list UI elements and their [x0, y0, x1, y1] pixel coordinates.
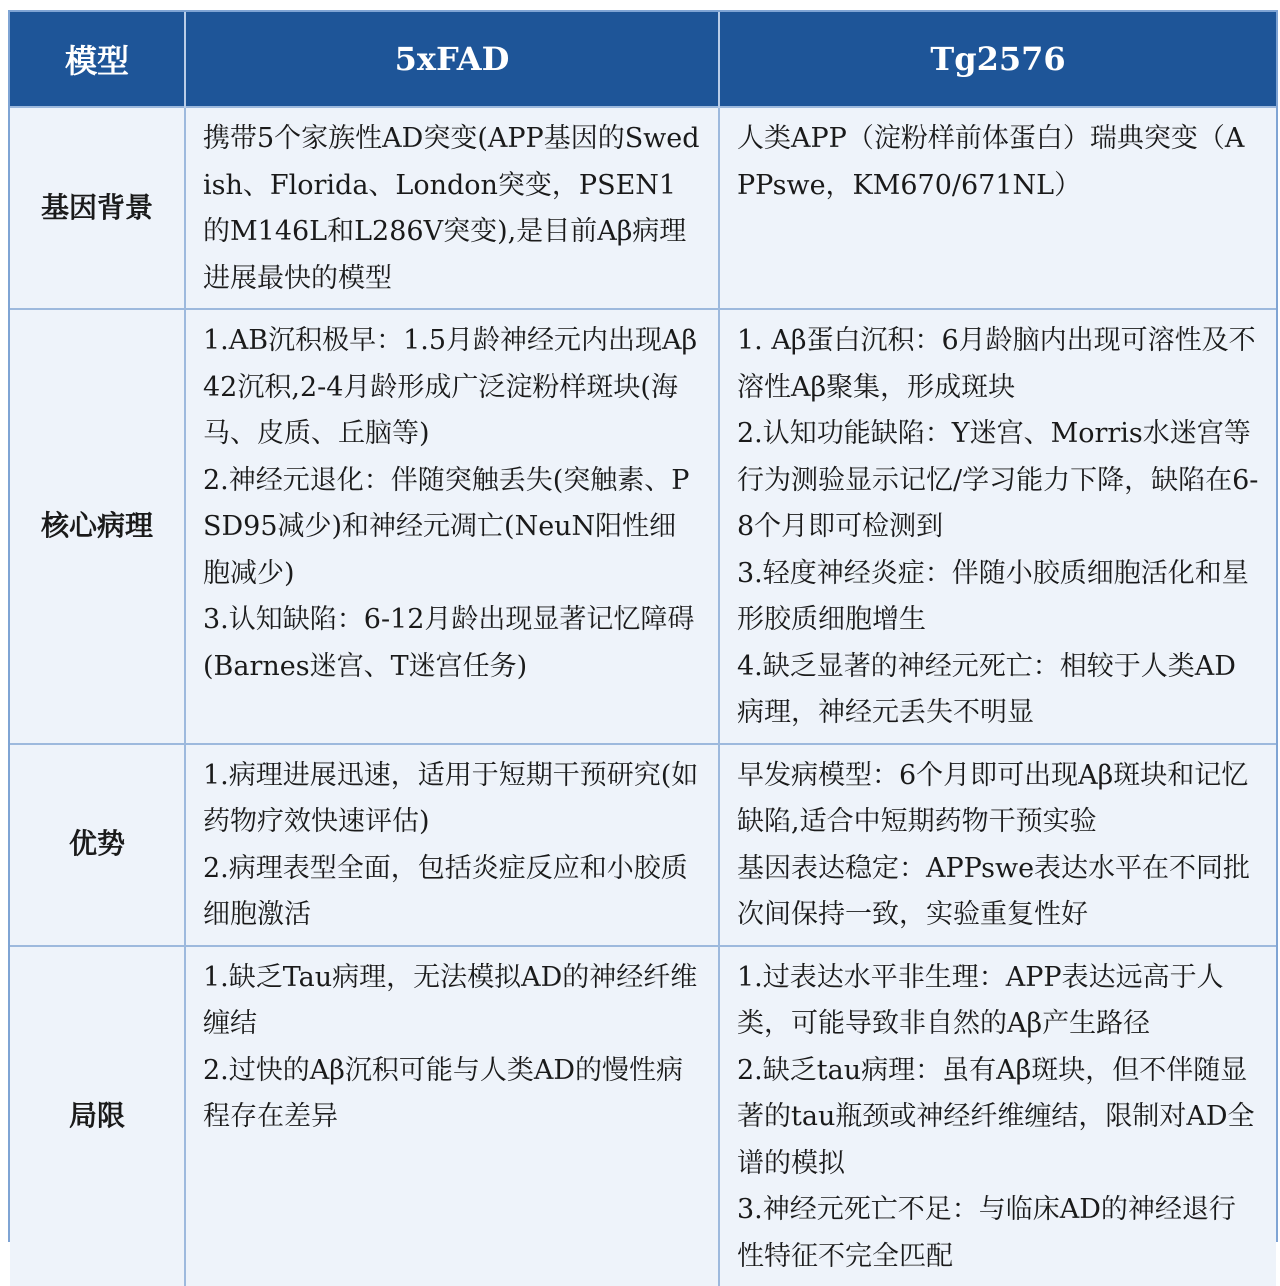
row-core-pathology — [10, 309, 1276, 744]
cell-tg2576-core-pathology — [719, 309, 1276, 744]
cell-text: 3.轻度神经炎症：伴随小胶质细胞活化和星形胶质细胞增生 — [737, 551, 1260, 644]
cell-text: 1. Aβ蛋白沉积：6月龄脑内出现可溶性及不溶性Aβ聚集，形成斑块 — [737, 318, 1260, 411]
cell-tg2576-advantages — [719, 744, 1276, 946]
cell-5xfad-advantages — [185, 744, 719, 946]
cell-text: 2.认知功能缺陷：Y迷宫、Morris水迷宫等行为测验显示记忆/学习能力下降，缺陷在6-8个月即可检测到 — [737, 411, 1260, 551]
cell-text: 3.神经元死亡不足：与临床AD的神经退行性特征不完全匹配 — [737, 1187, 1260, 1280]
comparison-table — [10, 12, 1276, 1286]
header-tg2576: Tg2576 — [719, 12, 1276, 107]
cell-text: 2.神经元退化：伴随突触丢失(突触素、PSD95减少)和神经元凋亡(NeuN阳性细胞减少) — [203, 458, 702, 598]
cell-text: 2.过快的Aβ沉积可能与人类AD的慢性病程存在差异 — [203, 1048, 702, 1141]
cell-5xfad-core-pathology — [185, 309, 719, 744]
row-limitations — [10, 946, 1276, 1286]
cell-5xfad-limitations — [185, 946, 719, 1286]
row-label-advantages: 优势 — [10, 744, 185, 946]
cell-text: 1.AB沉积极早：1.5月龄神经元内出现Aβ42沉积,2-4月龄形成广泛淀粉样斑块(海马、皮质、丘脑等) — [203, 318, 702, 458]
cell-text: 3.认知缺陷：6-12月龄出现显著记忆障碍(Barnes迷宫、T迷宫任务) — [203, 597, 702, 690]
cell-text: 1.缺乏Tau病理，无法模拟AD的神经纤维缠结 — [203, 955, 702, 1048]
row-label-limitations: 局限 — [10, 946, 185, 1286]
cell-tg2576-limitations — [719, 946, 1276, 1286]
cell-text: 1.病理进展迅速，适用于短期干预研究(如药物疗效快速评估) — [203, 753, 702, 846]
row-advantages — [10, 744, 1276, 946]
cell-5xfad-genetic-background — [185, 107, 719, 309]
cell-text: 2.病理表型全面，包括炎症反应和小胶质细胞激活 — [203, 846, 702, 939]
cell-tg2576-genetic-background — [719, 107, 1276, 309]
cell-text: 携带5个家族性AD突变(APP基因的Swedish、Florida、London突变，PSEN1的M146L和L286V突变),是目前Aβ病理进展最快的模型 — [203, 116, 702, 302]
cell-text: 人类APP（淀粉样前体蛋白）瑞典突变（APPswe，KM670/671NL） — [737, 116, 1260, 209]
cell-text: 早发病模型：6个月即可出现Aβ斑块和记忆缺陷,适合中短期药物干预实验 — [737, 753, 1260, 846]
header-row — [10, 12, 1276, 107]
cell-text: 1.过表达水平非生理：APP表达远高于人类，可能导致非自然的Aβ产生路径 — [737, 955, 1260, 1048]
cell-text: 2.缺乏tau病理：虽有Aβ斑块，但不伴随显著的tau瓶颈或神经纤维缠结，限制对AD全谱的模拟 — [737, 1048, 1260, 1188]
cell-text: 4.缺乏显著的神经元死亡：相较于人类AD病理，神经元丢失不明显 — [737, 644, 1260, 737]
comparison-table-container — [8, 10, 1278, 1242]
header-5xfad: 5xFAD — [185, 12, 719, 107]
row-genetic-background — [10, 107, 1276, 309]
cell-text: 基因表达稳定：APPswe表达水平在不同批次间保持一致，实验重复性好 — [737, 846, 1260, 939]
header-model: 模型 — [10, 12, 185, 107]
row-label-core-pathology: 核心病理 — [10, 309, 185, 744]
row-label-genetic-background: 基因背景 — [10, 107, 185, 309]
